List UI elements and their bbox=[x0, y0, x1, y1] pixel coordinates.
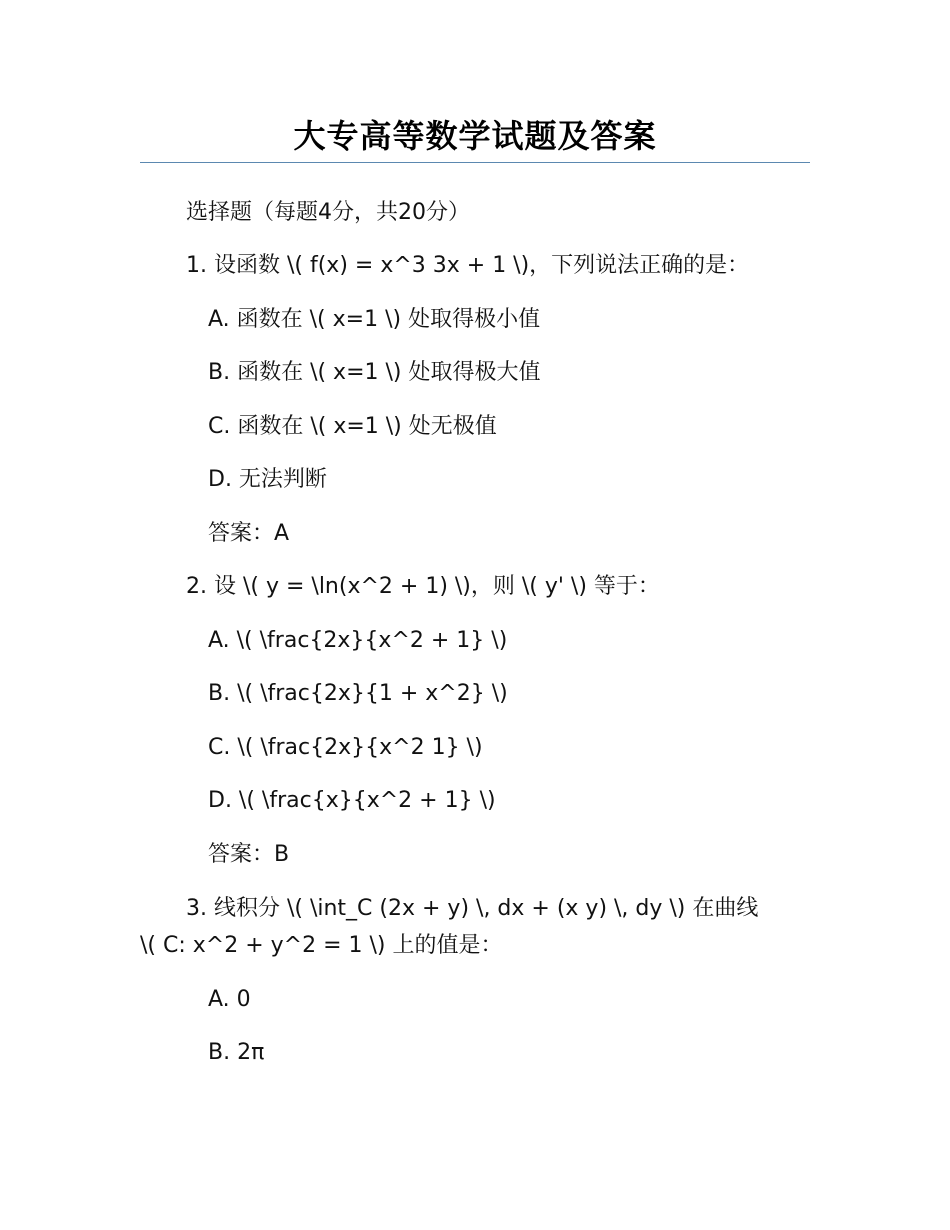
title-underline bbox=[140, 162, 810, 163]
question-2-option-d: D. \( \frac{x}{x^2 + 1} \) bbox=[208, 788, 496, 813]
question-1-answer: 答案：A bbox=[208, 521, 290, 546]
question-2-option-c: C. \( \frac{2x}{x^2 1} \) bbox=[208, 735, 483, 760]
question-1-option-b: B. 函数在 \( x=1 \) 处取得极大值 bbox=[208, 360, 541, 385]
question-1-option-c: C. 函数在 \( x=1 \) 处无极值 bbox=[208, 414, 497, 439]
question-2-option-a: A. \( \frac{2x}{x^2 + 1} \) bbox=[208, 628, 508, 653]
document-title: 大专高等数学试题及答案 bbox=[293, 117, 657, 155]
section-heading: 选择题（每题4分，共20分） bbox=[186, 200, 470, 225]
question-1-stem: 1. 设函数 \( f(x) = x^3 3x + 1 \)，下列说法正确的是： bbox=[186, 253, 750, 278]
question-2-option-b: B. \( \frac{2x}{1 + x^2} \) bbox=[208, 681, 508, 706]
question-3-stem-line-2: \( C: x^2 + y^2 = 1 \) 上的值是： bbox=[140, 933, 503, 958]
question-3-option-a: A. 0 bbox=[208, 987, 251, 1012]
question-1-option-d: D. 无法判断 bbox=[208, 467, 327, 492]
question-3-stem-line-1: 3. 线积分 \( \int_C (2x + y) \, dx + (x y) \, dy \) 在曲线 bbox=[186, 896, 759, 921]
question-2-answer: 答案：B bbox=[208, 842, 290, 867]
question-1-option-a: A. 函数在 \( x=1 \) 处取得极小值 bbox=[208, 307, 541, 332]
question-3-option-b: B. 2π bbox=[208, 1040, 265, 1065]
question-2-stem: 2. 设 \( y = \ln(x^2 + 1) \)，则 \( y' \) 等于： bbox=[186, 574, 660, 599]
